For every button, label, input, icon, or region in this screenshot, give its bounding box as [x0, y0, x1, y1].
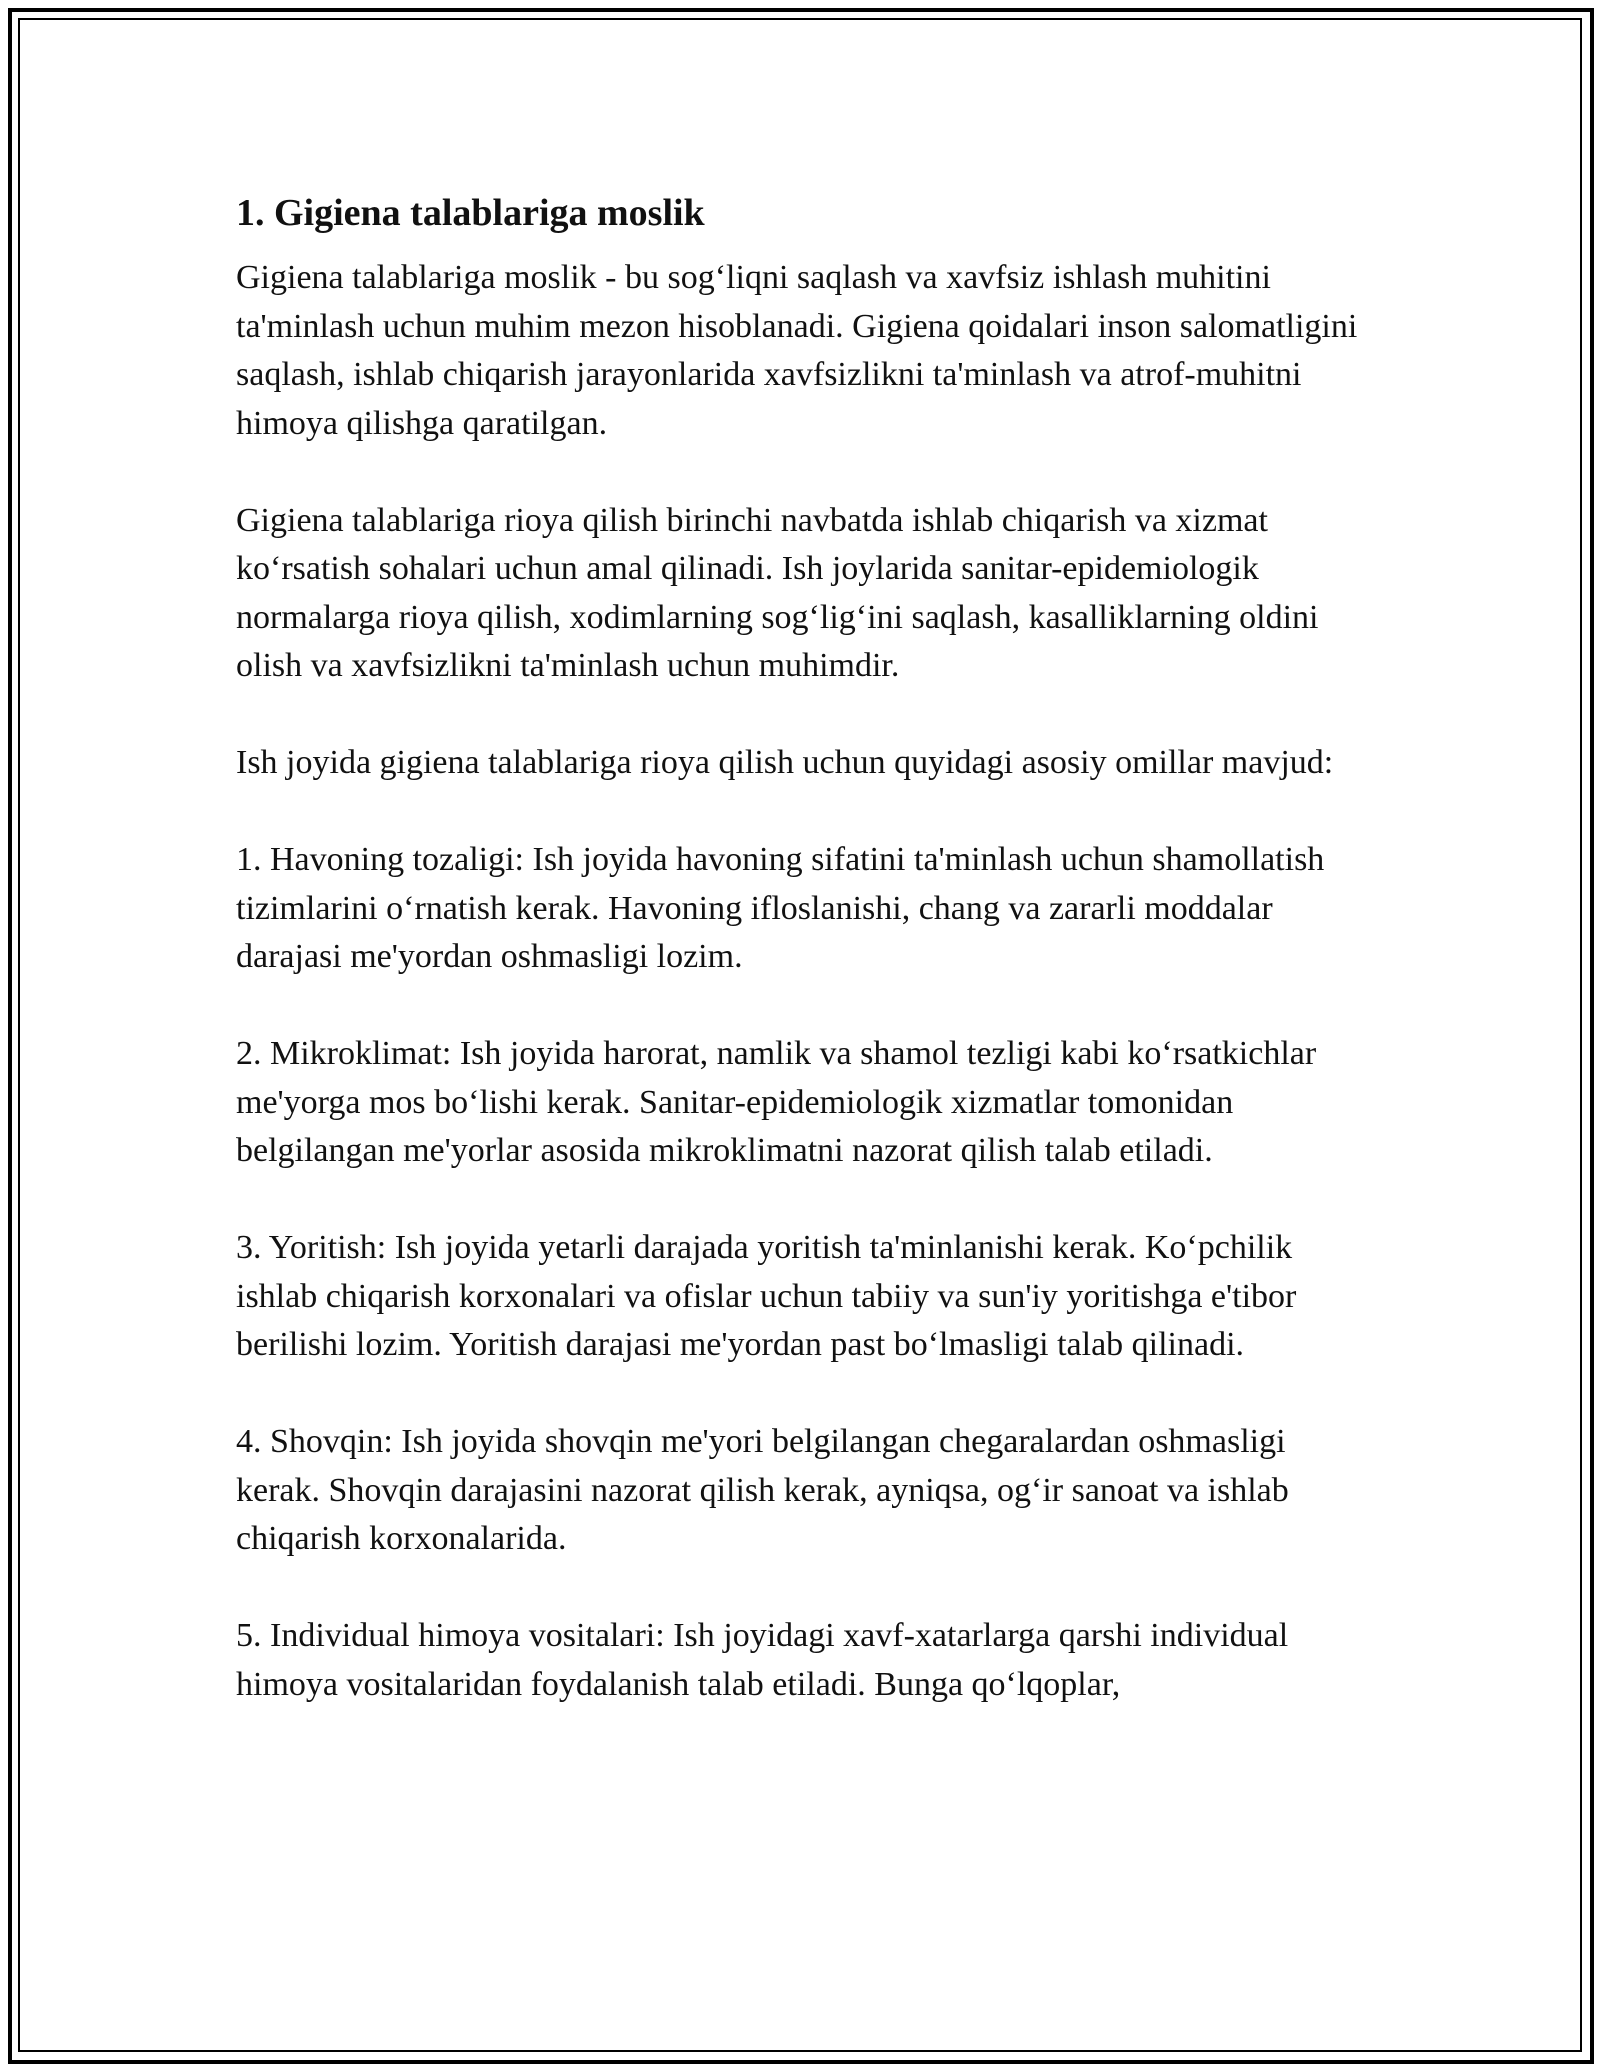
list-item-noise: 4. Shovqin: Ish joyida shovqin me'yori belgilangan chegaralardan oshmasligi kerak. Shovqin darajasini nazorat qilish kerak, ayniqsa, og‘ir sanoat va ishlab chiqarish korxonalarida.: [236, 1423, 1289, 1557]
paragraph-intro: Gigiena talablariga moslik - bu sog‘liqni saqlash va xavfsiz ishlash muhitini ta'minlash uchun muhim mezon hisoblanadi. Gigiena qoidalari inson salomatligini saqlash, ishlab chiqarish jarayonlarida xavfsizlikni ta'minlash va atrof-muhitni himoya qilishga qaratilgan.: [236, 259, 1358, 442]
list-item-protective-equipment: 5. Individual himoya vositalari: Ish joyidagi xavf-xatarlarga qarshi individual himoya vositalaridan foydalanish talab etiladi. Bunga qo‘lqoplar,: [236, 1617, 1289, 1703]
paragraph-compliance: Gigiena talablariga rioya qilish birinchi navbatda ishlab chiqarish va xizmat ko‘rsatish sohalari uchun amal qilinadi. Ish joylarida sanitar-epidemiologik normalarga rioya qilish, xodimlarning sog‘lig‘ini saqlash, kasalliklarning oldini olish va xavfsizlikni ta'minlash uchun muhimdir.: [236, 501, 1319, 684]
document-body: [236, 184, 1366, 1758]
list-item-microclimate: 2. Mikroklimat: Ish joyida harorat, namlik va shamol tezligi kabi ko‘rsatkichlar me'yorga mos bo‘lishi kerak. Sanitar-epidemiologik xizmatlar tomonidan belgilangan me'yorlar asosida mikroklimatni nazorat qilish talab etiladi.: [236, 1035, 1317, 1169]
paragraph-factors-intro: Ish joyida gigiena talablariga rioya qilish uchun quyidagi asosiy omillar mavjud:: [236, 744, 1334, 781]
list-item-lighting: 3. Yoritish: Ish joyida yetarli darajada yoritish ta'minlanishi kerak. Ko‘pchilik ishlab chiqarish korxonalari va ofislar uchun tabiiy va sun'iy yoritishga e'tibor berilishi lozim. Yoritish darajasi me'yordan past bo‘lmasligi talab qilinadi.: [236, 1229, 1297, 1363]
section-heading: 1. Gigiena talablariga moslik: [236, 192, 705, 234]
list-item-air-quality: 1. Havoning tozaligi: Ish joyida havoning sifatini ta'minlash uchun shamollatish tizimlarini o‘rnatish kerak. Havoning ifloslanishi, chang va zararli moddalar darajasi me'yordan oshmasligi lozim.: [236, 841, 1325, 975]
